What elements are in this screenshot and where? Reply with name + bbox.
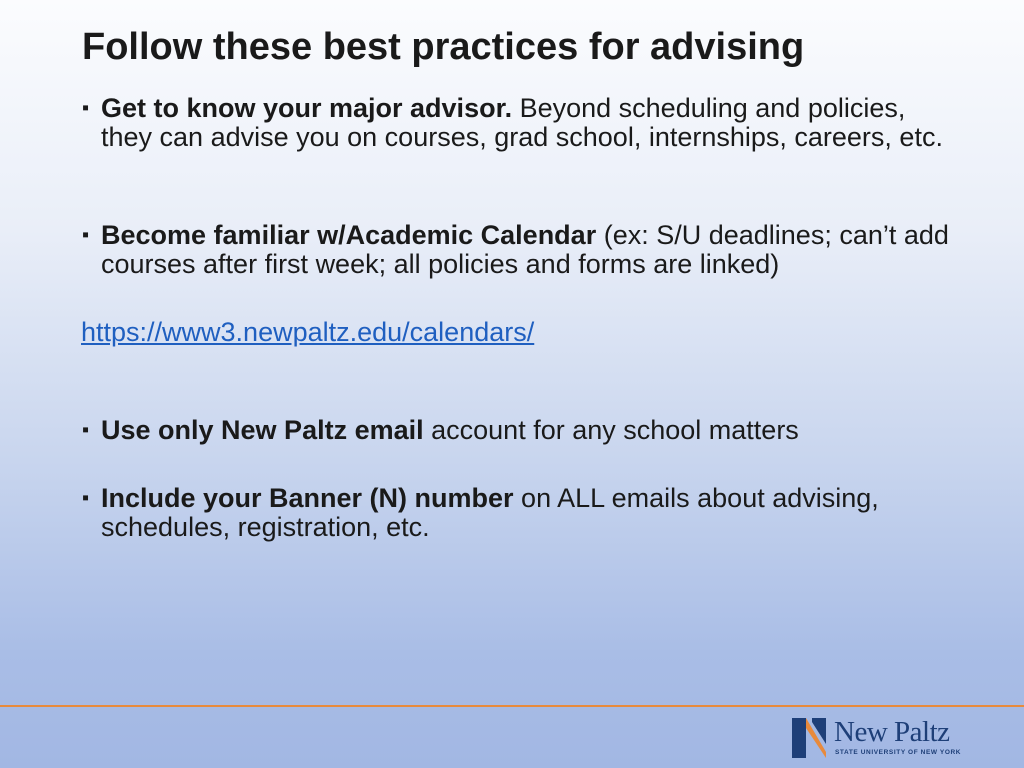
bullet-marker: ▪ [82,224,90,246]
footer-divider [0,705,1024,707]
bullet-marker: ▪ [82,97,90,119]
bullet-bold-text: Include your Banner (N) number [101,483,514,513]
bullet-marker: ▪ [82,487,90,509]
bullet-email [82,416,951,445]
slide-title: Follow these best practices for advising [82,26,805,68]
bullet-text: account for any school matters [423,415,799,445]
bullet-bold-text: Get to know your major advisor. [101,93,513,123]
bullet-banner-number [82,484,951,542]
bullet-text: on ALL emails about advising, schedules, registration, etc. [101,483,879,542]
bullet-text: Beyond scheduling and policies, they can advise you on courses, grad school, internships, careers, etc. [101,93,943,152]
bullet-text: (ex: S/U deadlines; can’t add courses after first week; all policies and forms are linked) [101,220,949,279]
new-paltz-logo [790,712,970,762]
logo-mark-icon [790,714,828,760]
bullet-academic-calendar [82,221,951,279]
bullet-major-advisor [82,94,951,152]
calendar-link[interactable]: https://www3.newpaltz.edu/calendars/ [81,317,535,347]
logo-subtitle: STATE UNIVERSITY OF NEW YORK [835,749,962,756]
bullet-bold-text: Become familiar w/Academic Calendar [101,220,597,250]
bullet-bold-text: Use only New Paltz email [101,415,424,445]
logo-name: New Paltz [834,716,950,748]
bullet-marker: ▪ [82,419,90,441]
